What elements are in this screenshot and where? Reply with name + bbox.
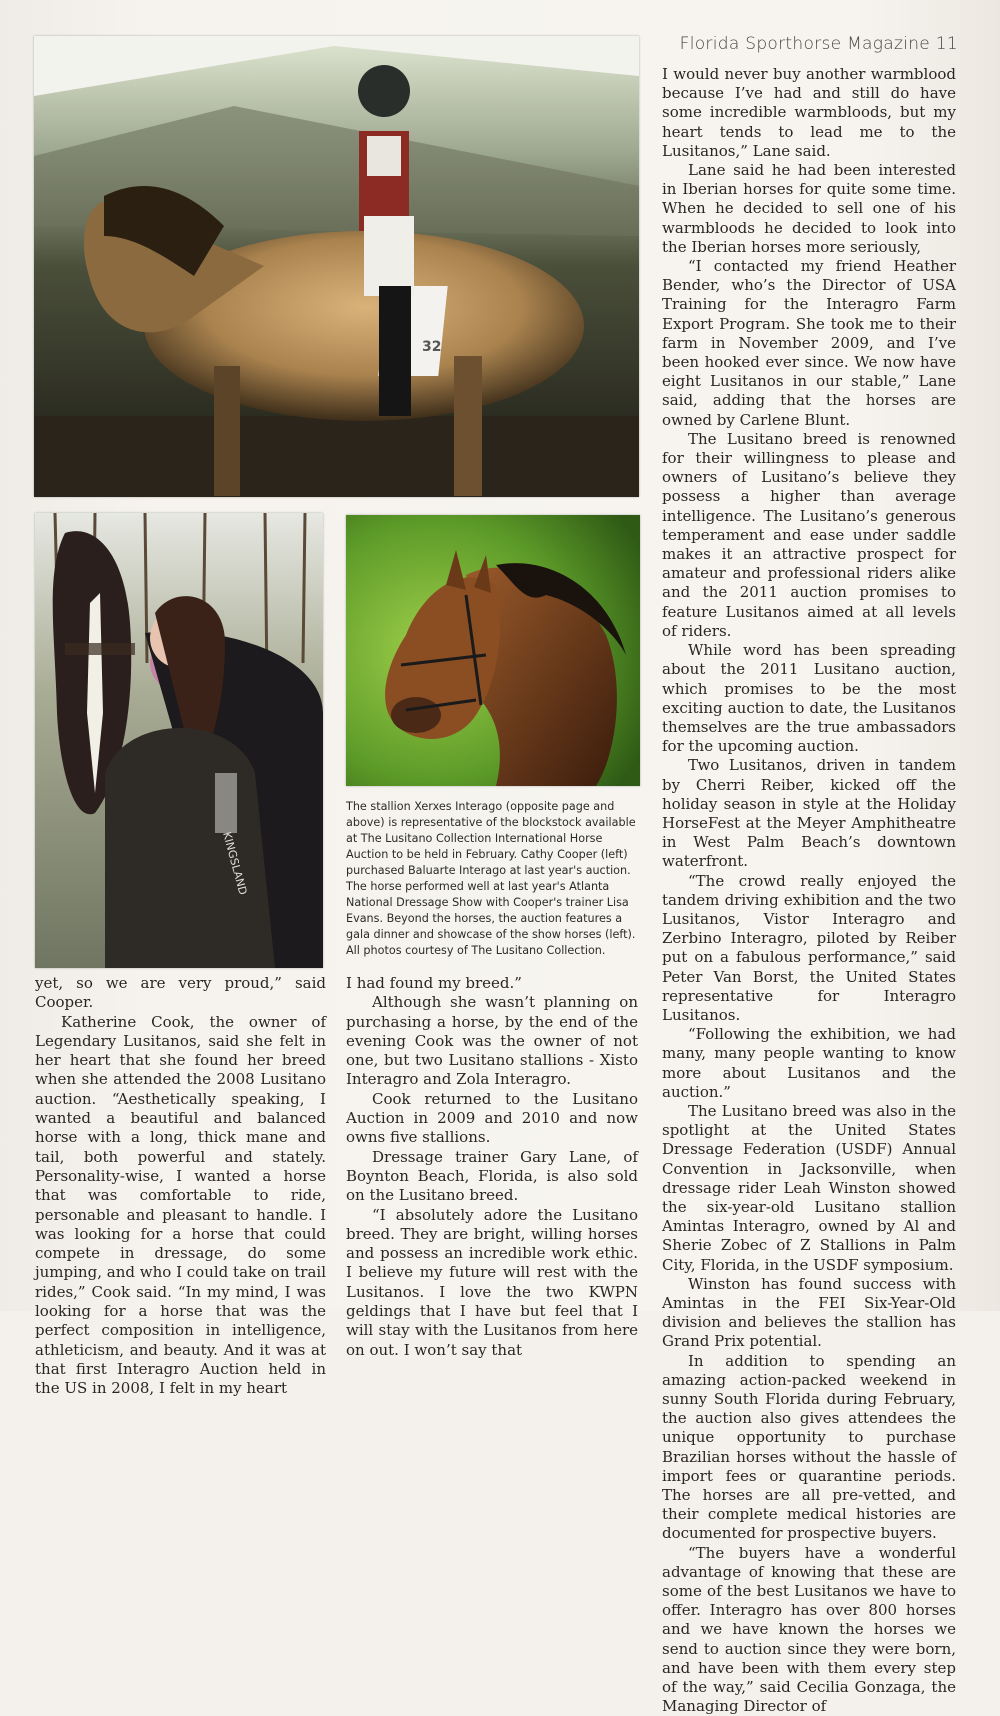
saddle-number: 32 [422, 339, 442, 355]
column-2 [346, 974, 638, 1360]
jacket-brand: KINGSLAND [220, 830, 250, 897]
col3-paragraph: “Following the exhibition, we had many, many people wanting to know more about Lusitanos and the auction.” [662, 1025, 956, 1101]
col3-paragraph: The Lusitano breed was also in the spotlight at the United States Dressage Federation (USDF) Annual Convention in Jacksonville, when dressage rider Leah Winston showed the six-year-old Lusitano stallion Amintas Interagro, owned by Al and Sherie Zobec of Z Stallions in Palm City, Florida, in the USDF symposium. [662, 1101, 956, 1274]
col3-paragraph: While word has been spreading about the 2011 Lusitano auction, which promises to be the most exciting auction to date, the Lusitanos themselves are the true ambassadors for the upcoming auction. [662, 641, 956, 756]
page-header: Florida Sporthorse Magazine 11 [679, 34, 958, 54]
col3-paragraph: In addition to spending an amazing action-packed weekend in sunny South Florida during February, the auction also gives attendees the unique opportunity to purchase Brazilian horses without the hassle of import fees or quarantine periods. The horses are all pre-vetted, and their complete medical histories are documented for prospective buyers. [662, 1351, 956, 1543]
middle-photo [346, 515, 640, 786]
col2-paragraph: I had found my breed.” [346, 974, 522, 992]
col3-paragraph: The Lusitano breed is renowned for their willingness to please and owners of Lusitano’s believe they possess a higher than average intelligence. The Lusitano’s generous temperament and ease under saddle makes it an attractive prospect for amateur and professional riders alike and the 2011 auction promises to feature Lusitanos aimed at all levels of riders. [662, 429, 956, 640]
left-photo [35, 513, 323, 968]
col3-paragraph: Two Lusitanos, driven in tandem by Cherri Reiber, kicked off the holiday season in style at the Holiday HorseFest at the Meyer Amphitheatre in West Palm Beach’s downtown waterfront. [662, 756, 956, 871]
col1-paragraph: yet, so we are very proud,” said Cooper. [35, 974, 326, 1012]
col2-paragraph: Dressage trainer Gary Lane, of Boynton Beach, Florida, is also sold on the Lusitano breed. [346, 1147, 638, 1205]
woman-with-horse-image [35, 513, 323, 968]
col3-paragraph: Winston has found success with Amintas in the FEI Six-Year-Old division and believes the stallion has Grand Prix potential. [662, 1274, 956, 1351]
col3-paragraph: Lane said he had been interested in Iberian horses for quite some time. When he decided to sell one of his warmbloods he decided to look into the Iberian horses more seriously, [662, 161, 956, 256]
dressage-horse-image [34, 36, 639, 497]
col2-paragraph: Although she wasn’t planning on purchasing a horse, by the end of the evening Cook was the owner of not one, but two Lusitano stallions - Xisto Interagro and Zola Interagro. [346, 993, 638, 1089]
col3-paragraph: “The buyers have a wonderful advantage of knowing that these are some of the best Lusitanos we have to offer. Interagro has over 800 horses and we have known the horses we send to auction since they were born, and have been with them every step of the way,” said Cecilia Gonzaga, the Managing Director of [662, 1543, 956, 1716]
column-3 [662, 65, 956, 1716]
col2-paragraph: Cook returned to the Lusitano Auction in 2009 and 2010 and now owns five stallions. [346, 1089, 638, 1147]
col3-paragraph: I would never buy another warmblood because I’ve had and still do have some incredible warmbloods, but my heart tends to lead me to the Lusitanos,” Lane said. [662, 65, 956, 160]
main-photo [34, 36, 639, 497]
xerxes-portrait-image [346, 515, 640, 786]
col3-paragraph: “I contacted my friend Heather Bender, who’s the Director of USA Training for the Interagro Farm Export Program. She took me to their farm in November 2009, and I’ve been hooked ever since. We now have eight Lusitanos in our stable,” Lane said, adding that the horses are owned by Carlene Blunt. [662, 257, 956, 429]
col3-paragraph: “The crowd really enjoyed the tandem driving exhibition and the two Lusitanos, Vistor Interagro and Zerbino Interagro, piloted by Reiber put on a fabulous performance,” said Peter Van Borst, the United States representative for Interagro Lusitanos. [662, 871, 956, 1024]
col2-paragraph: “I absolutely adore the Lusitano breed. They are bright, willing horses and possess an incredible work ethic. I believe my future will rest with the Lusitanos. I love the two KWPN geldings that I have but feel that I will stay with the Lusitanos from here on out. I won’t say that [346, 1205, 638, 1359]
col1-paragraph: Katherine Cook, the owner of Legendary Lusitanos, said she felt in her heart that she found her breed when she attended the 2008 Lusitano auction. “Aesthetically speaking, I wanted a beautiful and balanced horse with a long, thick mane and tail, both powerful and stately. Personality-wise, I wanted a horse that was comfortable to ride, personable and pleasant to handle. I was looking for a horse that could compete in dressage, do some jumping, and who I could take on trail rides,” Cook said. “In my mind, I was looking for a horse that was the perfect composition in intelligence, athleticism, and beauty. And it was at that first Interagro Auction held in the US in 2008, I felt in my heart [35, 1012, 326, 1398]
photo-caption: The stallion Xerxes Interago (opposite page and above) is representative of the blockstock available at The Lusitano Collection International Horse Auction to be held in February. Cathy Cooper (left) purchased Baluarte Interago at last year's auction. The horse performed well at last year's Atlanta National Dressage Show with Cooper's trainer Lisa Evans. Beyond the horses, the auction features a gala dinner and showcase of the show horses (left). All photos courtesy of The Lusitano Collection. [346, 800, 636, 957]
column-1 [35, 974, 326, 1399]
